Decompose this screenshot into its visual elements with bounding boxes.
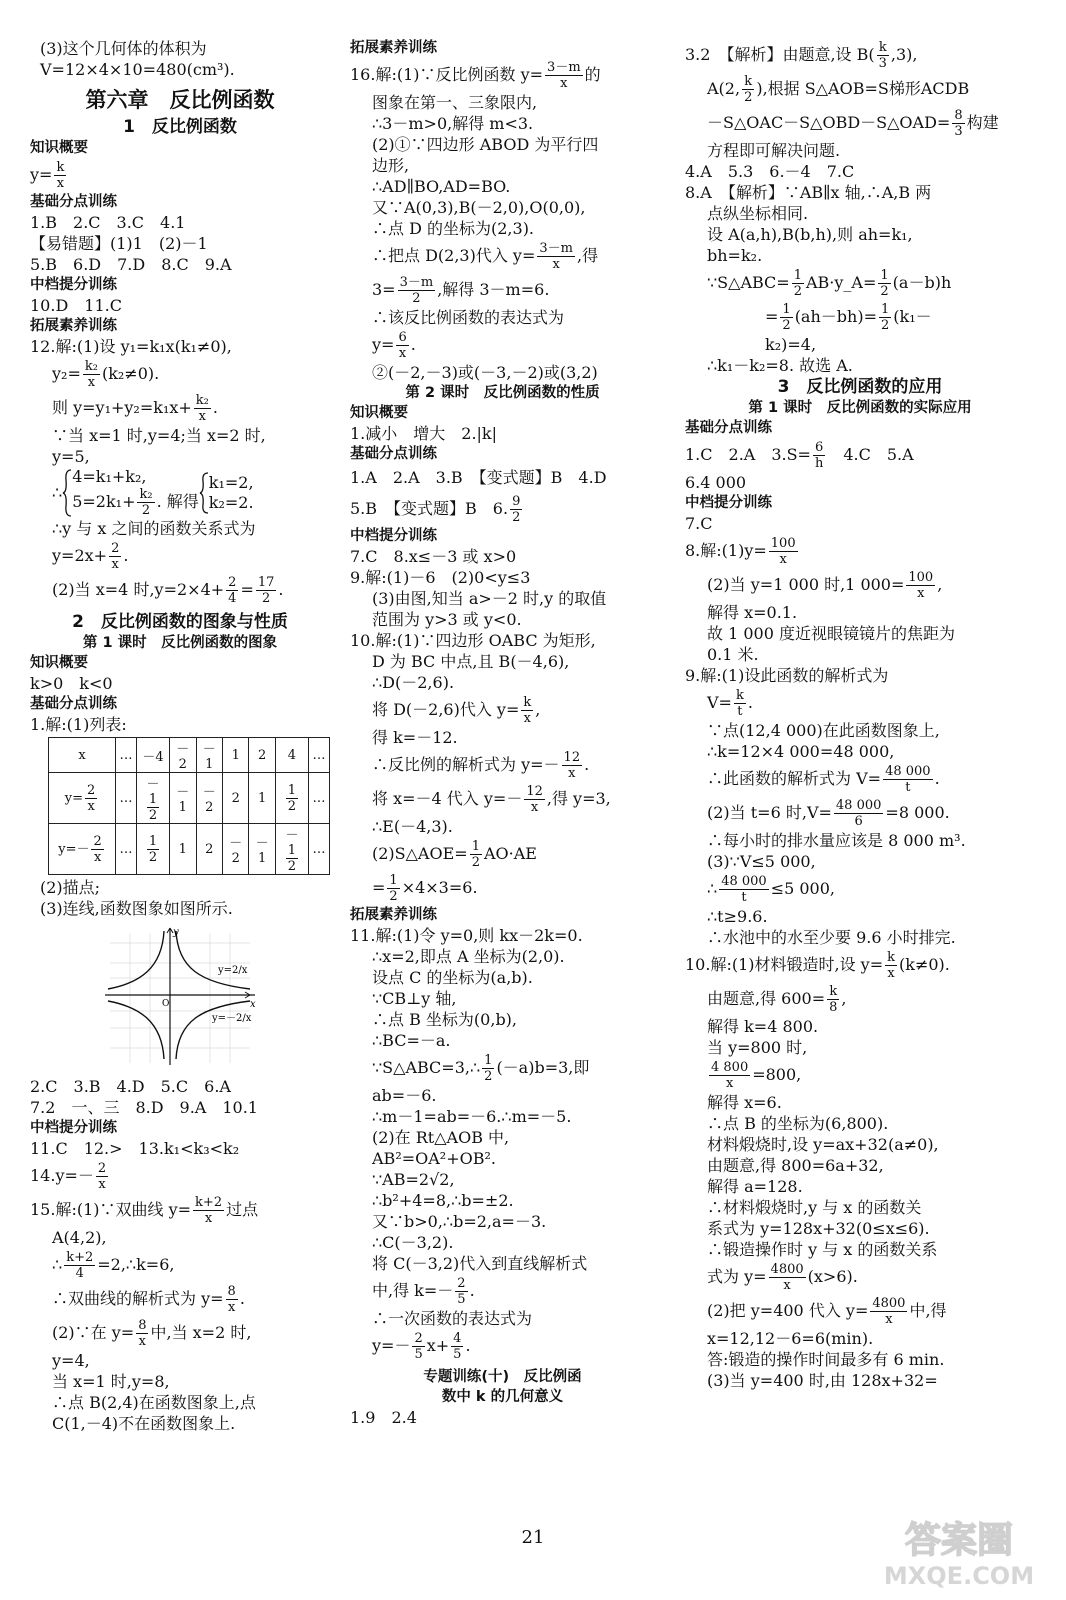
- formula-line: V= $\frac{k}{t}$ .: [707, 688, 753, 719]
- table-cell: …: [308, 773, 329, 824]
- subsection-heading: 基础分点训练: [350, 446, 437, 462]
- text-line: ∴点 B(2,4)在函数图象上,点: [52, 1393, 256, 1412]
- fraction: $\frac{2}{5}$: [457, 1276, 466, 1307]
- text-line: 10.解:(1)∵四边形 OABC 为矩形,: [350, 631, 596, 650]
- fraction: $\frac{1}{2}$: [484, 1053, 493, 1084]
- text-line: ∴k=12×4 000=48 000,: [707, 742, 895, 761]
- table-cell: －2: [222, 824, 248, 875]
- text-line: ∵点(12,4 000)在此函数图象上,: [707, 721, 940, 740]
- fraction: $\frac{6}{x}$: [398, 330, 407, 361]
- fraction: $\frac{k}{x}$: [887, 950, 896, 981]
- text-line: ab=－6.: [372, 1086, 437, 1105]
- table-cell: －1: [196, 738, 222, 773]
- subsection-heading: 基础分点训练: [30, 696, 117, 712]
- subsection-heading: 拓展素养训练: [350, 907, 437, 923]
- text-line: ∴锻造操作时 y 与 x 的函数关系: [707, 1240, 938, 1259]
- table-cell: 1: [249, 773, 275, 824]
- formula-line: y= $\frac{k}{x}$: [30, 160, 65, 191]
- table-cell: …: [116, 824, 137, 875]
- text-line: ∴x=2,即点 A 坐标为(2,0).: [372, 947, 565, 966]
- axis-label: x: [250, 999, 256, 1010]
- table-cell: －1: [170, 773, 196, 824]
- fraction: $\frac{4800}{x}$: [872, 1296, 906, 1327]
- text-line: 又∵b>0,∴b=2,a=－3.: [372, 1212, 547, 1231]
- table-cell: －4: [137, 738, 170, 773]
- text-line: 得 k=－12.: [372, 728, 458, 747]
- text-line: 又∵A(0,3),B(－2,0),O(0,0),: [372, 198, 586, 217]
- subsection-heading: 拓展素养训练: [350, 40, 437, 56]
- table-row: [49, 738, 330, 773]
- fraction: $\frac{17}{2}$: [257, 575, 275, 606]
- text-line: 方程即可解决问题.: [707, 141, 841, 160]
- formula-line: (2)当 x=4 时,y=2×4+ $\frac{2}{4}$ = $\frac{17}{2}$ .: [52, 575, 284, 606]
- text-line: 图象在第一、三象限内,: [372, 93, 538, 112]
- text-line: 12.解:(1)设 y₁=k₁x(k₁≠0),: [30, 337, 232, 356]
- formula-line: 16.解:(1)∵反比例函数 y= $\frac{3-m}{x}$ 的: [350, 60, 601, 91]
- text-line: (3)∵V≤5 000,: [707, 852, 816, 871]
- subsection-heading: 知识概要: [350, 405, 408, 421]
- table-cell: $\frac{1}{2}$: [137, 824, 170, 875]
- subsection-heading: 基础分点训练: [30, 194, 117, 210]
- table-cell: 1: [170, 824, 196, 875]
- table-cell: y=－ $\frac{2}{x}$: [49, 824, 116, 875]
- fraction: $\frac{3-m}{x}$: [539, 241, 573, 272]
- column-middle: [350, 38, 655, 1428]
- text-line: 当 y=800 时,: [707, 1038, 808, 1057]
- text-line: 设点 C 的坐标为(a,b).: [372, 968, 533, 987]
- subsection-heading: 拓展素养训练: [30, 318, 117, 334]
- answer-line: 7.C 8.x≤－3 或 x>0: [350, 547, 517, 566]
- fraction: $\frac{9}{2}$: [512, 494, 521, 525]
- table-cell: x: [49, 738, 116, 773]
- formula-line: －S△OAC－S△OBD－S△OAD= $\frac{8}{3}$ 构建: [707, 108, 999, 139]
- formula-line: $\frac{4 800}{x}$ =800,: [711, 1060, 802, 1091]
- fraction: $\frac{12}{x}$: [526, 784, 543, 815]
- formula-line: (2)当 y=1 000 时,1 000= $\frac{100}{x}$ ,: [707, 570, 943, 601]
- text-line: 点纵坐标相同.: [707, 204, 809, 223]
- fraction: $\frac{100}{x}$: [908, 570, 934, 601]
- text-line: ∴点 D 的坐标为(2,3).: [372, 219, 535, 238]
- text-line: 11.解:(1)令 y=0,则 kx－2k=0.: [350, 926, 583, 945]
- text-line: 答:锻造的操作时间最多有 6 min.: [707, 1350, 945, 1369]
- formula-line: (2)当 t=6 时,V= $\frac{48 000}{6}$ =8 000.: [707, 798, 950, 829]
- formula-line: 3= $\frac{3-m}{2}$ ,解得 3－m=6.: [372, 275, 550, 306]
- text-line: ∴3－m>0,解得 m<3.: [372, 114, 534, 133]
- table-cell: 2: [249, 738, 275, 773]
- text-line: 9.解:(1)设此函数的解析式为: [685, 666, 889, 685]
- formula-line: 式为 y= $\frac{4800}{x}$ (x>6).: [707, 1262, 858, 1293]
- text-line: (2)①∵四边形 ABOD 为平行四: [372, 135, 599, 154]
- formula-line: ∴此函数的解析式为 V= $\frac{48 000}{t}$ .: [707, 764, 940, 795]
- answer-line: 1.减小 增大 2.|k|: [350, 424, 498, 443]
- table-cell: －1: [249, 824, 275, 875]
- fraction: $\frac{3-m}{x}$: [547, 60, 581, 91]
- text-line: ∴E(－4,3).: [372, 817, 453, 836]
- formula-line: 8.解:(1)y= $\frac{100}{x}$: [685, 536, 796, 567]
- chapter-title: 第六章 反比例函数: [85, 88, 275, 112]
- formula-line: 15.解:(1)∵双曲线 y= $\frac{k+2}{x}$ 过点: [30, 1195, 259, 1226]
- lesson-title: 第 1 课时 反比例函数的实际应用: [748, 400, 972, 416]
- formula-line: ∵S△ABC= $\frac{1}{2}$ AB·y_A= $\frac{1}{2}$ (a－b)h: [707, 268, 952, 299]
- formula-line: 将 D(－2,6)代入 y= $\frac{k}{x}$ ,: [372, 695, 541, 726]
- text-line: x=12,12－6=6(min).: [707, 1329, 874, 1348]
- text-line: ∵AB=2√2,: [372, 1170, 455, 1189]
- formula-line: 10.解:(1)材料锻造时,设 y= $\frac{k}{x}$ (k≠0).: [685, 950, 950, 981]
- fraction: $\frac{k}{8}$: [829, 984, 838, 1015]
- answer-line: 10.D 11.C: [30, 296, 122, 315]
- section-title: 3 反比例函数的应用: [777, 377, 943, 397]
- text-line: bh=k₂.: [707, 246, 763, 265]
- system-of-equations: ∴ 4=k₁+k₂, 5=2k₁+ $\frac{\text{k₂}}{2}$ . 解得 k₁=2, k₂=2.: [52, 467, 254, 518]
- watermark-logo: [864, 1510, 1054, 1590]
- table-cell: $\frac{1}{2}$: [275, 773, 308, 824]
- fraction: $\frac{2}{x}$: [111, 541, 120, 572]
- text-line: 设 A(a,h),B(b,h),则 ah=k₁,: [707, 225, 913, 244]
- text-line: 故 1 000 度近视眼镜镜片的焦距为: [707, 624, 955, 643]
- formula-line: = $\frac{1}{2}$ ×4×3=6.: [372, 873, 478, 904]
- special-training-title: 数中 k 的几何意义: [441, 1389, 564, 1405]
- text-line: ∴每小时的排水量应该是 8 000 m³.: [707, 831, 966, 850]
- formula-line: 则 y=y₁+y₂=k₁x+ $\frac{\text{k₂}}{x}$ .: [52, 393, 218, 424]
- table-cell: 2: [222, 773, 248, 824]
- formula-line: ∴ $\frac{k+2}{4}$ =2,∴k=6,: [52, 1250, 175, 1281]
- formula-line: y=2x+ $\frac{2}{x}$ .: [52, 541, 129, 572]
- lesson-title: 第 1 课时 反比例函数的图象: [82, 635, 278, 651]
- fraction: $\frac{1}{2}$: [793, 268, 802, 299]
- column-right: [685, 38, 1035, 1391]
- text-line: ∴AD∥BO,AD=BO.: [372, 177, 511, 196]
- subsection-heading: 知识概要: [30, 140, 88, 156]
- fraction: $\frac{4 800}{x}$: [711, 1060, 749, 1091]
- fraction: $\frac{8}{3}$: [954, 108, 963, 139]
- text-line: V=12×4×10=480(cm³).: [40, 60, 235, 79]
- axis-label: y: [173, 927, 179, 938]
- text-line: ∴C(－3,2).: [372, 1233, 454, 1252]
- formula-line: y₂= $\frac{\text{k₂}}{x}$ (k₂≠0).: [52, 359, 160, 390]
- text-line: D 为 BC 中点,且 B(－4,6),: [372, 652, 570, 671]
- fraction: $\frac{48 000}{t}$: [885, 764, 931, 795]
- fraction: $\frac{8}{x}$: [227, 1284, 236, 1315]
- fraction: $\frac{2}{x}$: [97, 1161, 107, 1192]
- formula-line: 14.y=－ $\frac{2}{x}$: [30, 1161, 107, 1192]
- text-line: (3)连线,函数图象如图所示.: [40, 899, 233, 918]
- fraction: $\frac{12}{x}$: [563, 750, 581, 781]
- table-row: [49, 773, 330, 824]
- section-title: 1 反比例函数: [123, 117, 237, 137]
- text-line: (3)这个几何体的体积为: [40, 39, 207, 58]
- formula-line: 1.C 2.A 3.S= $\frac{6}{h}$ 4.C 5.A: [685, 440, 914, 471]
- text-line: 由题意,得 800=6a+32,: [707, 1156, 884, 1175]
- fraction: $\frac{8}{x}$: [138, 1318, 147, 1349]
- fraction: $\frac{1}{2}$: [880, 302, 890, 333]
- brace-icon: [199, 471, 209, 515]
- answer-line: 11.C 12.> 13.k₁<k₃<k₂: [30, 1139, 240, 1158]
- brace-icon: [62, 468, 72, 518]
- formula-line: ∴把点 D(2,3)代入 y= $\frac{3-m}{x}$ ,得: [372, 241, 599, 272]
- text-line: ∴点 B 坐标为(0,b),: [372, 1010, 518, 1029]
- curve-label: y=2/x: [218, 965, 248, 976]
- fraction: $\frac{k}{x}$: [56, 160, 65, 191]
- fraction: $\frac{k}{t}$: [735, 688, 744, 719]
- text-line: (3)由图,知当 a>－2 时,y 的取值: [372, 589, 607, 608]
- formula-line: A(2, $\frac{k}{2}$ ),根据 S△AOB=S梯形ACDB: [707, 74, 970, 105]
- text-line: 解得 a=128.: [707, 1177, 803, 1196]
- text-line: ∴该反比例函数的表达式为: [372, 308, 565, 327]
- table-cell: － $\frac{1}{2}$: [275, 824, 308, 875]
- answer-line: 7.2 一、三 8.D 9.A 10.1: [30, 1098, 258, 1117]
- text-line: 将 C(－3,2)代入到直线解析式: [372, 1254, 588, 1273]
- table-cell: 1: [222, 738, 248, 773]
- fraction: $\frac{6}{h}$: [814, 440, 824, 471]
- fraction: $\frac{1}{2}$: [471, 839, 480, 870]
- answer-line: k>0 k<0: [30, 674, 113, 693]
- fraction: $\frac{100}{x}$: [770, 536, 796, 567]
- fraction: $\frac{1}{2}$: [782, 302, 791, 333]
- fraction: $\frac{k}{2}$: [744, 74, 753, 105]
- formula-line: (2)∵在 y= $\frac{8}{x}$ 中,当 x=2 时,: [52, 1318, 252, 1349]
- answer-line: 2.C 3.B 4.D 5.C 6.A: [30, 1077, 231, 1096]
- subsection-heading: 中档提分训练: [350, 528, 437, 544]
- formula-line: = $\frac{1}{2}$ (ah－bh)= $\frac{1}{2}$ (k₁－: [765, 302, 932, 333]
- subsection-heading: 中档提分训练: [685, 495, 772, 511]
- text-line: (2)描点;: [40, 878, 101, 897]
- text-line: 解得 k=4 800.: [707, 1017, 819, 1036]
- watermark-text: 答案圈: [904, 1520, 1014, 1561]
- text-line: (2)在 Rt△AOB 中,: [372, 1128, 510, 1147]
- fraction: $\frac{4}{5}$: [453, 1331, 462, 1362]
- table-cell: 2: [196, 824, 222, 875]
- formula-line: ∴反比例的解析式为 y=－ $\frac{12}{x}$ .: [372, 750, 590, 781]
- formula-line: 由题意,得 600= $\frac{k}{8}$ ,: [707, 984, 847, 1015]
- fraction: $\frac{1}{2}$: [389, 873, 398, 904]
- answer-line: 1.A 2.A 3.B 【变式题】B 4.D: [350, 468, 607, 487]
- text-line: ∴D(－2,6).: [372, 673, 455, 692]
- table-cell: －2: [196, 773, 222, 824]
- text-line: 1.解:(1)列表:: [30, 715, 127, 734]
- text-line: ∴t≥9.6.: [707, 907, 768, 926]
- answer-line: 1.B 2.C 3.C 4.1: [30, 213, 186, 232]
- text-line: ∴k₁－k₂=8. 故选 A.: [707, 356, 853, 375]
- value-table: [48, 737, 330, 875]
- text-line: 系式为 y=128x+32(0≤x≤6).: [707, 1219, 930, 1238]
- text-line: 材料煅烧时,设 y=ax+32(a≠0),: [707, 1135, 939, 1154]
- table-cell: …: [308, 824, 329, 875]
- special-training-title: 专题训练(十) 反比例函: [423, 1369, 582, 1385]
- text-line: y=4,: [52, 1351, 90, 1370]
- formula-line: 5.B 【变式题】B 6. $\frac{9}{2}$: [350, 494, 521, 525]
- text-line: ②(－2,－3)或(－3,－2)或(3,2): [372, 363, 598, 382]
- fraction: $\frac{3-m}{2}$: [399, 275, 434, 306]
- text-line: ∵当 x=1 时,y=4;当 x=2 时,: [52, 426, 266, 445]
- answer-line: 【易错题】(1)1 (2)－1: [30, 234, 208, 253]
- table-cell: …: [308, 738, 329, 773]
- watermark-url: MXQE.COM: [883, 1562, 1035, 1590]
- fraction: $\frac{48 000}{t}$: [721, 874, 767, 905]
- text-line: ∵CB⊥y 轴,: [372, 989, 457, 1008]
- lesson-title: 第 2 课时 反比例函数的性质: [405, 385, 600, 401]
- text-line: ∴m－1=ab=－6.∴m=－5.: [372, 1107, 572, 1126]
- fraction: $\frac{\text{k₂}}{2}$: [139, 487, 153, 518]
- hyperbola-graph: [100, 923, 260, 1068]
- text-line: y=5,: [52, 447, 90, 466]
- answer-line: 5.B 6.D 7.D 8.C 9.A: [30, 255, 232, 274]
- formula-line: (2)把 y=400 代入 y= $\frac{4800}{x}$ 中,得: [707, 1296, 947, 1327]
- formula-line: y= $\frac{6}{x}$ .: [372, 330, 416, 361]
- text-line: ∴材料煅烧时,y 与 x 的函数关: [707, 1198, 922, 1217]
- fraction: $\frac{\text{k₂}}{x}$: [84, 359, 98, 390]
- text-line: ∴y 与 x 之间的函数关系式为: [52, 519, 256, 538]
- fraction: $\frac{2}{4}$: [228, 575, 237, 606]
- fraction: $\frac{\text{k₂}}{x}$: [195, 393, 209, 424]
- text-line: A(4,2),: [52, 1228, 107, 1247]
- text-line: AB²=OA²+OB².: [372, 1149, 496, 1168]
- text-line: 当 x=1 时,y=8,: [52, 1372, 170, 1391]
- fraction: $\frac{k+2}{x}$: [195, 1195, 223, 1226]
- answer-line: 1.9 2.4: [350, 1408, 417, 1427]
- fraction: $\frac{k}{x}$: [523, 695, 532, 726]
- table-cell: －2: [170, 738, 196, 773]
- fraction: $\frac{k+2}{4}$: [66, 1250, 94, 1281]
- text-line: k₂)=4,: [765, 335, 817, 354]
- text-line: 解得 x=0.1.: [707, 603, 798, 622]
- page-number: 21: [521, 1527, 545, 1548]
- fraction: $\frac{1}{2}$: [880, 268, 889, 299]
- text-line: 边形,: [372, 156, 410, 175]
- formula-line: 中,得 k=－ $\frac{2}{5}$ .: [372, 1276, 475, 1307]
- table-row: [49, 824, 330, 875]
- formula-line: 3.2 【解析】由题意,设 B( $\frac{k}{3}$ ,3),: [685, 40, 918, 71]
- subsection-heading: 知识概要: [30, 655, 88, 671]
- text-line: 8.A 【解析】∵AB∥x 轴,∴A,B 两: [685, 183, 932, 202]
- formula-line: ∴ $\frac{48 000}{t}$ ≤5 000,: [707, 874, 835, 905]
- table-cell: y= $\frac{2}{x}$: [49, 773, 116, 824]
- text-line: ∴b²+4=8,∴b=±2.: [372, 1191, 514, 1210]
- column-left: [30, 38, 330, 1434]
- origin-label: O: [162, 999, 170, 1009]
- fraction: $\frac{4800}{x}$: [770, 1262, 804, 1293]
- table-cell: － $\frac{1}{2}$: [137, 773, 170, 824]
- formula-line: y=－ $\frac{2}{5}$ x+ $\frac{4}{5}$ .: [372, 1331, 471, 1362]
- section-title: 2 反比例函数的图象与性质: [72, 612, 288, 632]
- answer-line: 6.4 000: [685, 473, 747, 492]
- formula-line: 将 x=－4 代入 y=－ $\frac{12}{x}$ ,得 y=3,: [372, 784, 611, 815]
- curve-label: y=－2/x: [212, 1013, 252, 1024]
- text-line: 0.1 米.: [707, 645, 759, 664]
- subsection-heading: 中档提分训练: [30, 277, 117, 293]
- formula-line: (2)S△AOE= $\frac{1}{2}$ AO·AE: [372, 839, 537, 870]
- subsection-heading: 中档提分训练: [30, 1120, 117, 1136]
- subsection-heading: 基础分点训练: [685, 420, 772, 436]
- fraction: $\frac{k}{3}$: [878, 40, 887, 71]
- text-line: ∴点 B 的坐标为(6,800).: [707, 1114, 889, 1133]
- answer-line: 7.C: [685, 514, 713, 533]
- fraction: $\frac{48 000}{6}$: [835, 798, 882, 829]
- text-line: ∴一次函数的表达式为: [372, 1309, 533, 1328]
- fraction: $\frac{2}{5}$: [414, 1331, 423, 1362]
- text-line: C(1,－4)不在函数图象上.: [52, 1414, 236, 1433]
- text-line: (3)当 y=400 时,由 128x+32=: [707, 1371, 938, 1390]
- answer-line: 4.A 5.3 6.－4 7.C: [685, 162, 855, 181]
- table-cell: 4: [275, 738, 308, 773]
- text-line: ∴水池中的水至少要 9.6 小时排完.: [707, 928, 956, 947]
- table-cell: …: [116, 773, 137, 824]
- formula-line: ∴双曲线的解析式为 y= $\frac{8}{x}$ .: [52, 1284, 245, 1315]
- text-line: 解得 x=6.: [707, 1093, 782, 1112]
- text-line: 范围为 y>3 或 y<0.: [372, 610, 522, 629]
- answer-line: 9.解:(1)－6 (2)0<y≤3: [350, 568, 531, 587]
- table-cell: …: [116, 738, 137, 773]
- formula-line: ∵S△ABC=3,∴ $\frac{1}{2}$ (－a)b=3,即: [372, 1053, 590, 1084]
- text-line: ∴BC=－a.: [372, 1031, 451, 1050]
